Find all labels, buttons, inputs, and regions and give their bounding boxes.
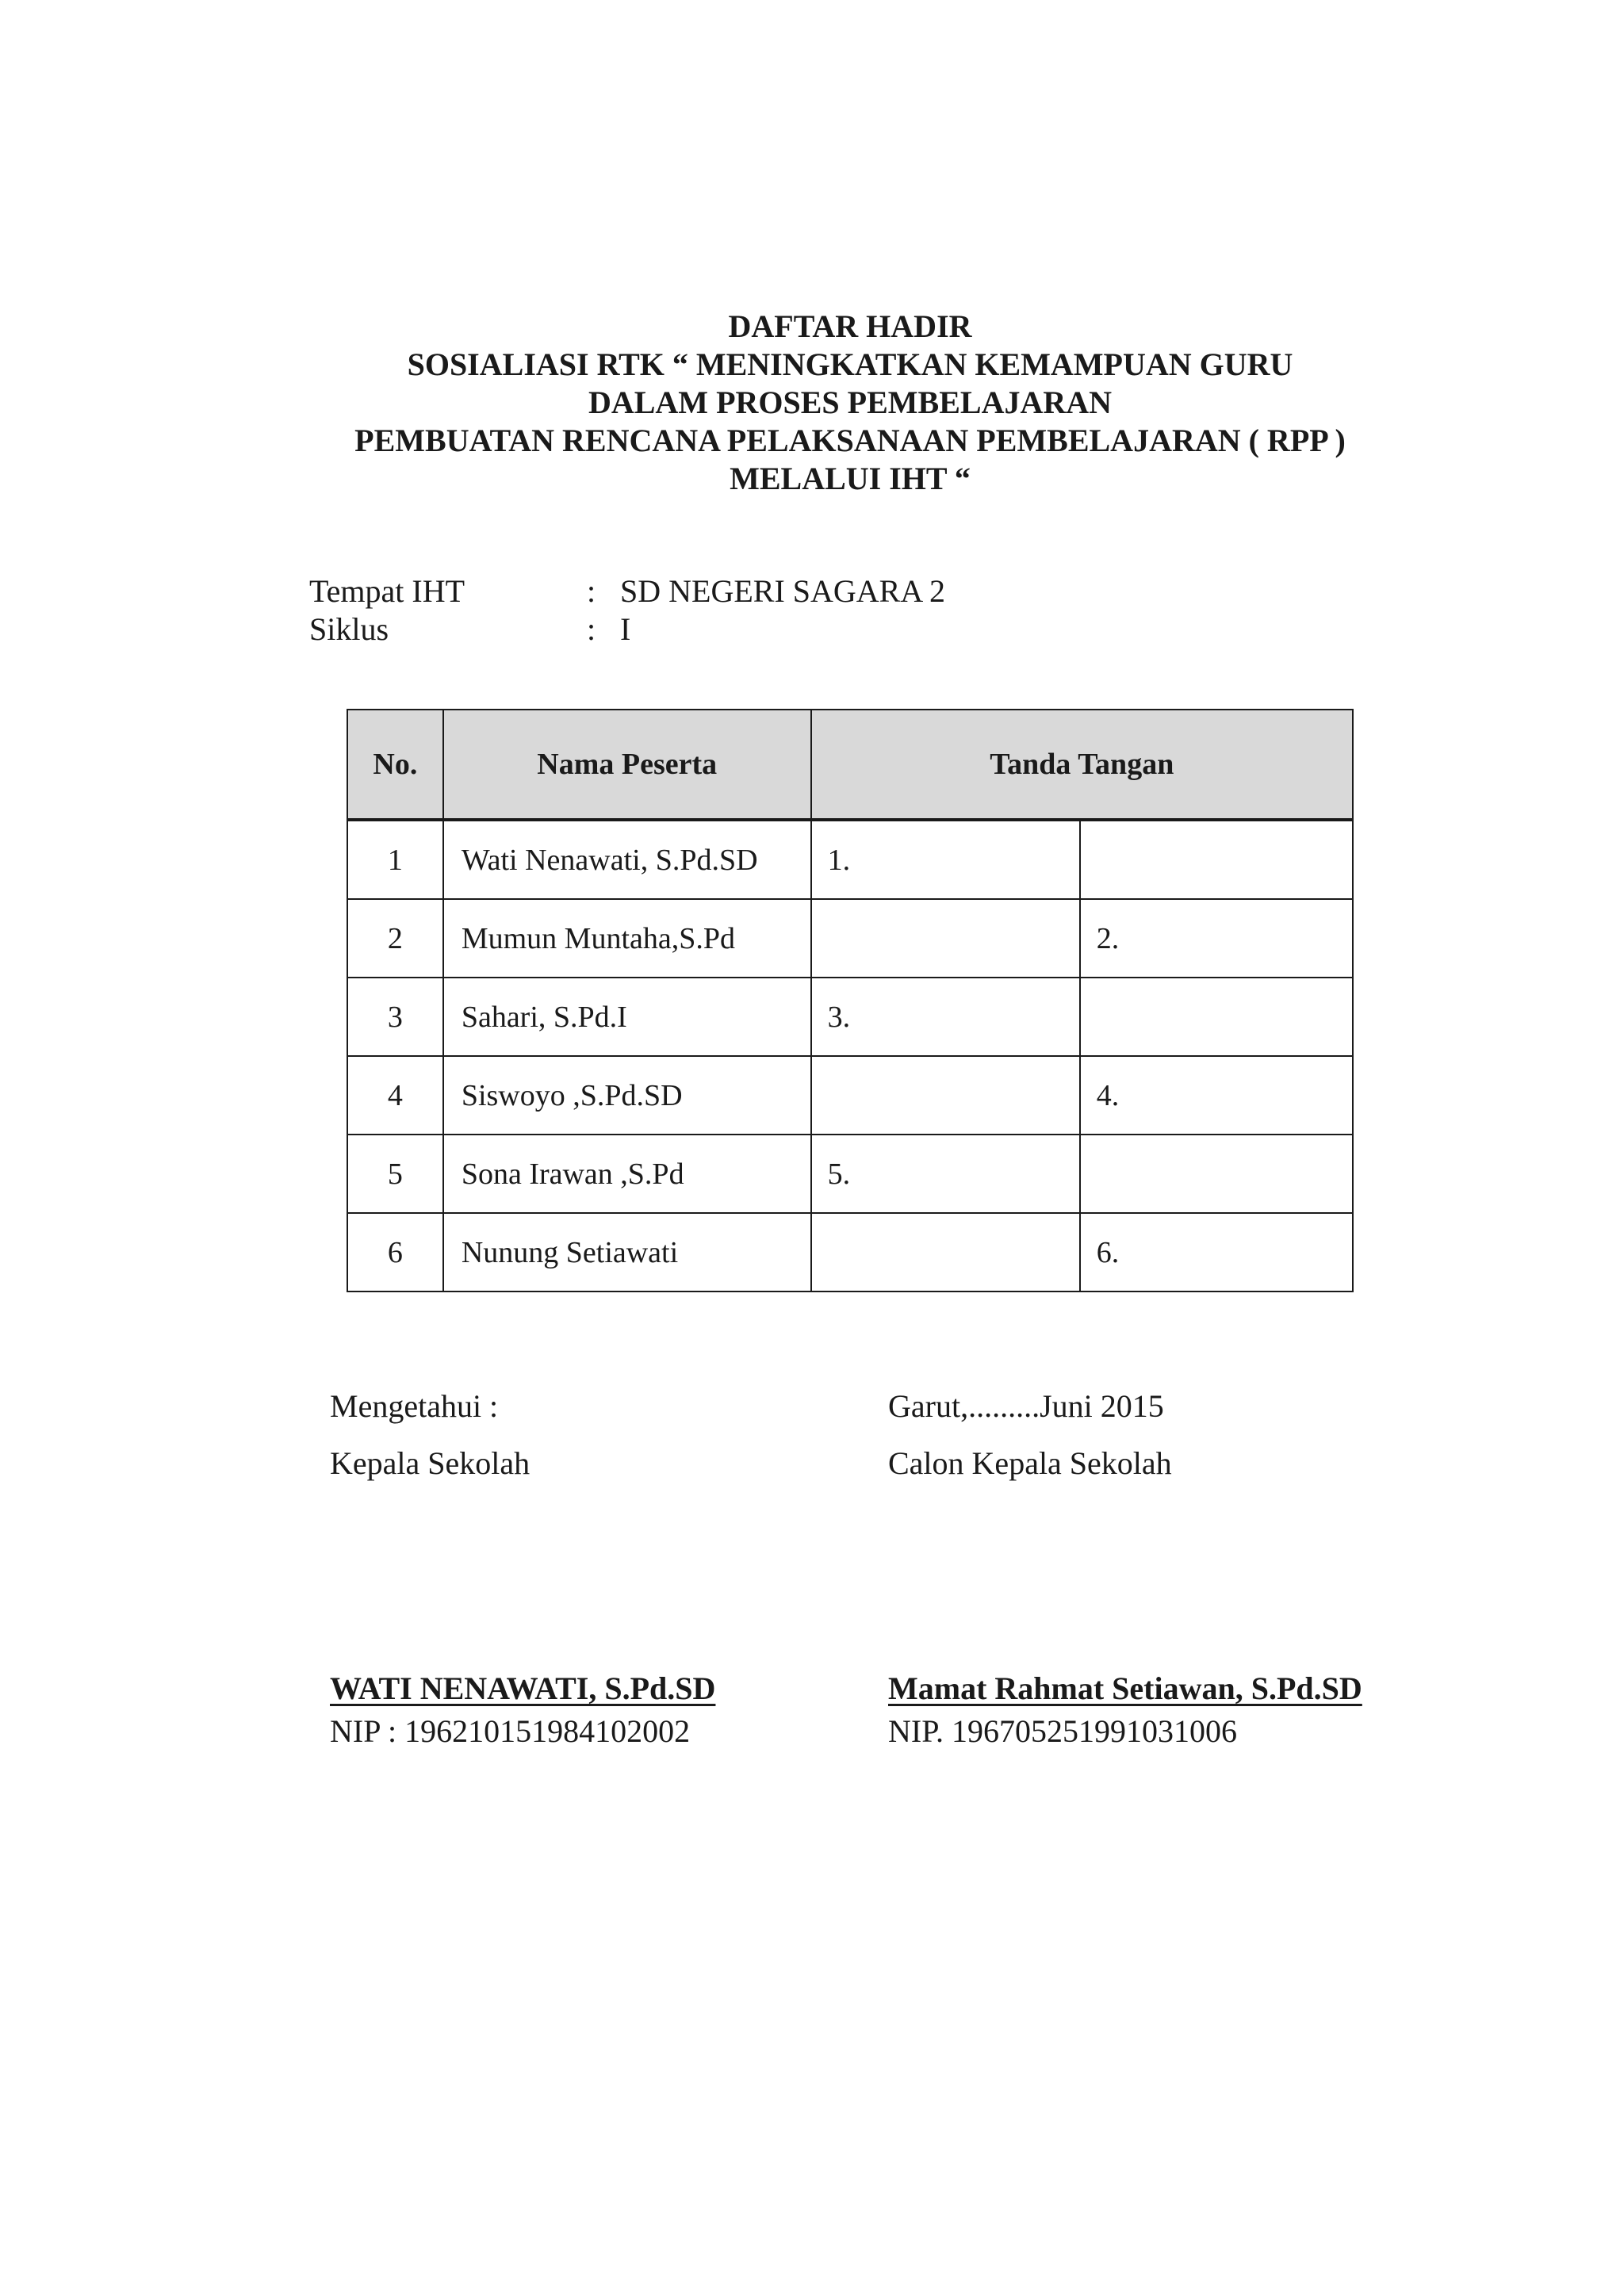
signature-cell-right: 2. xyxy=(1080,899,1353,978)
table-row xyxy=(347,820,1353,899)
document-title xyxy=(38,308,1624,498)
right-signature-heading xyxy=(888,1387,1172,1483)
right-signer-name: Mamat Rahmat Setiawan, S.Pd.SD xyxy=(888,1670,1362,1706)
table-header-row xyxy=(347,710,1353,820)
participant-name: Mumun Muntaha,S.Pd xyxy=(443,899,811,978)
header-tanda-tangan: Tanda Tangan xyxy=(811,710,1353,820)
title-line-2: SOSIALIASI RTK “ MENINGKATKAN KEMAMPUAN GURU xyxy=(407,346,1293,382)
table-row xyxy=(347,978,1353,1056)
signature-cell-left: 5. xyxy=(811,1135,1080,1213)
siklus-colon: : xyxy=(587,611,596,647)
title-line-3: DALAM PROSES PEMBELAJARAN xyxy=(588,385,1113,420)
right-signer-nip: NIP. 196705251991031006 xyxy=(888,1713,1238,1749)
participant-name: Wati Nenawati, S.Pd.SD xyxy=(443,820,811,899)
left-signer-name: WATI NENAWATI, S.Pd.SD xyxy=(330,1670,716,1706)
siklus-label: Siklus xyxy=(309,611,389,647)
table-row xyxy=(347,1135,1353,1213)
siklus-value: I xyxy=(620,611,631,647)
place-date: Garut,.........Juni 2015 xyxy=(888,1388,1164,1424)
calon-kepala-sekolah-label: Calon Kepala Sekolah xyxy=(888,1445,1172,1481)
mengetahui-label: Mengetahui : xyxy=(330,1388,499,1424)
signature-cell-left xyxy=(811,1213,1080,1292)
signature-cell-right: 4. xyxy=(1080,1056,1353,1135)
table-row xyxy=(347,899,1353,978)
signature-cell-right xyxy=(1080,978,1353,1056)
row-no: 6 xyxy=(347,1213,443,1292)
siklus-row xyxy=(309,610,945,649)
table-row xyxy=(347,1056,1353,1135)
header-nama: Nama Peserta xyxy=(443,710,811,820)
left-signer-nip: NIP : 196210151984102002 xyxy=(330,1713,691,1749)
event-info xyxy=(309,572,945,649)
row-no: 1 xyxy=(347,820,443,899)
left-signature-heading xyxy=(330,1387,530,1483)
title-line-5: MELALUI IHT “ xyxy=(730,461,971,496)
row-no: 3 xyxy=(347,978,443,1056)
signature-cell-left xyxy=(811,1056,1080,1135)
title-line-1: DAFTAR HADIR xyxy=(728,308,972,344)
kepala-sekolah-label: Kepala Sekolah xyxy=(330,1445,530,1481)
signature-cell-left: 1. xyxy=(811,820,1080,899)
row-no: 5 xyxy=(347,1135,443,1213)
signature-cell-left xyxy=(811,899,1080,978)
participant-name: Nunung Setiawati xyxy=(443,1213,811,1292)
header-no: No. xyxy=(347,710,443,820)
row-no: 2 xyxy=(347,899,443,978)
tempat-value: SD NEGERI SAGARA 2 xyxy=(620,573,946,609)
signature-cell-right: 6. xyxy=(1080,1213,1353,1292)
signature-cell-right xyxy=(1080,820,1353,899)
tempat-colon: : xyxy=(587,573,596,609)
row-no: 4 xyxy=(347,1056,443,1135)
tempat-label: Tempat IHT xyxy=(309,573,465,609)
signature-cell-right xyxy=(1080,1135,1353,1213)
table-row xyxy=(347,1213,1353,1292)
participant-name: Siswoyo ,S.Pd.SD xyxy=(443,1056,811,1135)
attendance-table xyxy=(347,709,1354,1292)
title-line-4: PEMBUATAN RENCANA PELAKSANAAN PEMBELAJARAN ( RPP ) xyxy=(354,423,1346,458)
tempat-row xyxy=(309,572,945,610)
signature-cell-left: 3. xyxy=(811,978,1080,1056)
participant-name: Sona Irawan ,S.Pd xyxy=(443,1135,811,1213)
participant-name: Sahari, S.Pd.I xyxy=(443,978,811,1056)
